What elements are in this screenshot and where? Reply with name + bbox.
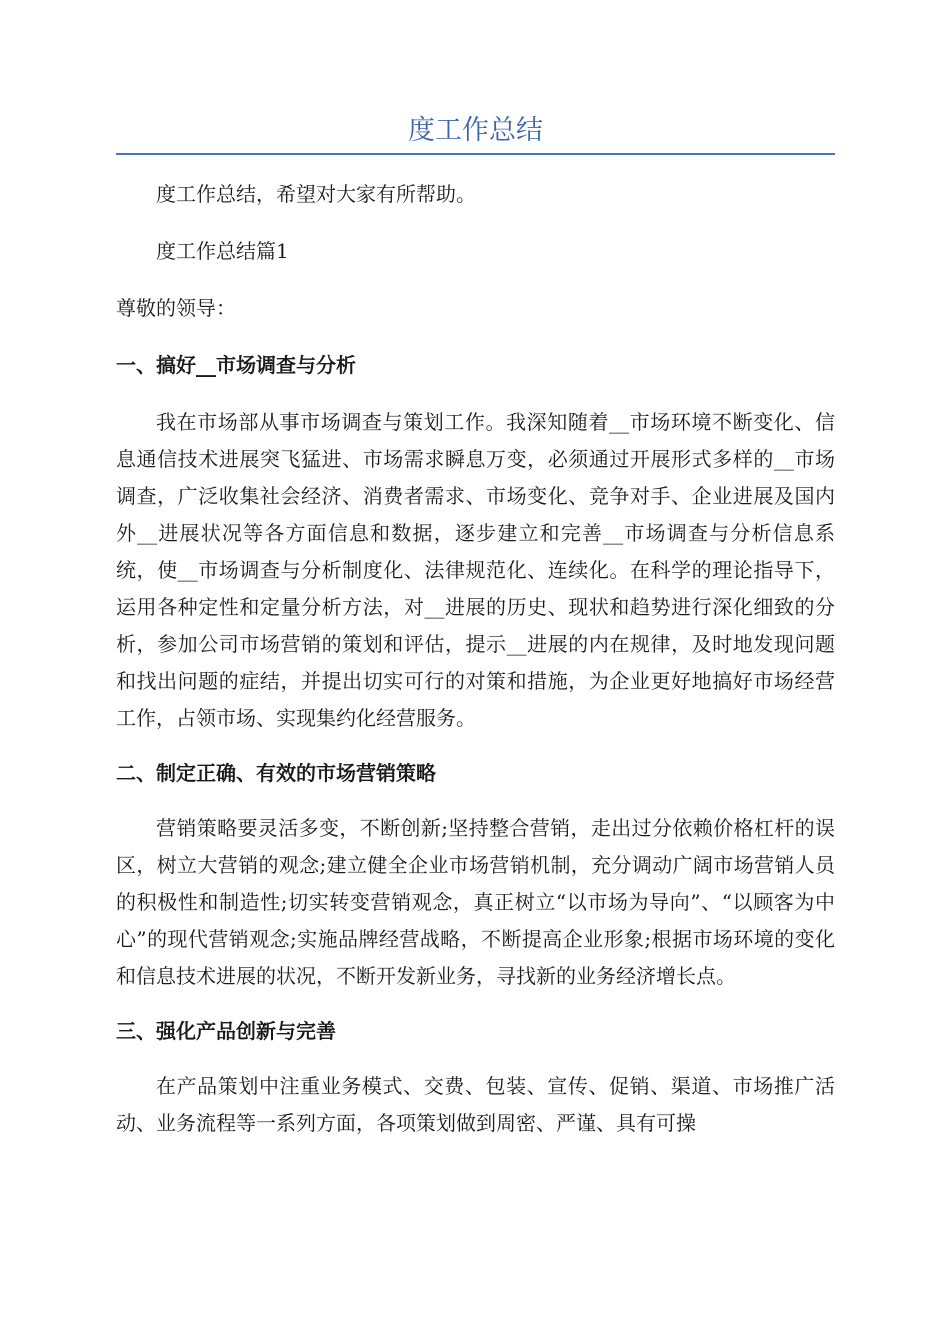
section-heading-3: 三、强化产品创新与完善 [116, 1019, 336, 1043]
document-title: 度工作总结 [408, 115, 543, 146]
salutation: 尊敬的领导： [116, 296, 236, 320]
section-heading-1: 一、搞好__市场调查与分析 [116, 353, 356, 377]
section-body-1: 我在市场部从事市场调查与策划工作。我深知随着__市场环境不断变化、信息通信技术进展突飞猛进、市场需求瞬息万变，必须通过开展形式多样的__市场调查，广泛收集社会经济、消费者需求、市场变化、竞争对手、企业进展及国内外__进展状况等各方面信息和数据，逐步建立和完善__市场调查与分析信息系统，使__市场调查与分析制度化、法律规范化、连续化。在科学的理论指导下，运用各种定性和定量分析方法，对__进展的历史、现状和趋势进行深化细致的分析，参加公司市场营销的策划和评估，提示__进展的内在规律，及时地发现问题和找出问题的症结，并提出切实可行的对策和措施，为企业更好地搞好市场经营工作，占领市场、实现集约化经营服务。 [116, 410, 835, 730]
intro-paragraph: 度工作总结，希望对大家有所帮助。 [156, 182, 476, 206]
document-page [116, 0, 835, 1142]
section-subtitle: 度工作总结篇1 [156, 239, 289, 263]
title-underline [116, 153, 835, 155]
section-heading-2: 二、制定正确、有效的市场营销策略 [116, 761, 436, 785]
section-body-3: 在产品策划中注重业务模式、交费、包装、宣传、促销、渠道、市场推广活动、业务流程等一系列方面，各项策划做到周密、严谨、具有可操 [116, 1074, 835, 1135]
section-body-2: 营销策略要灵活多变，不断创新;坚持整合营销，走出过分依赖价格杠杆的误区，树立大营销的观念;建立健全企业市场营销机制，充分调动广阔市场营销人员的积极性和制造性;切实转变营销观念，真正树立“以市场为导向”、“以顾客为中心”的现代营销观念;实施品牌经营战略，不断提高企业形象;根据市场环境的变化和信息技术进展的状况，不断开发新业务，寻找新的业务经济增长点。 [116, 816, 835, 988]
